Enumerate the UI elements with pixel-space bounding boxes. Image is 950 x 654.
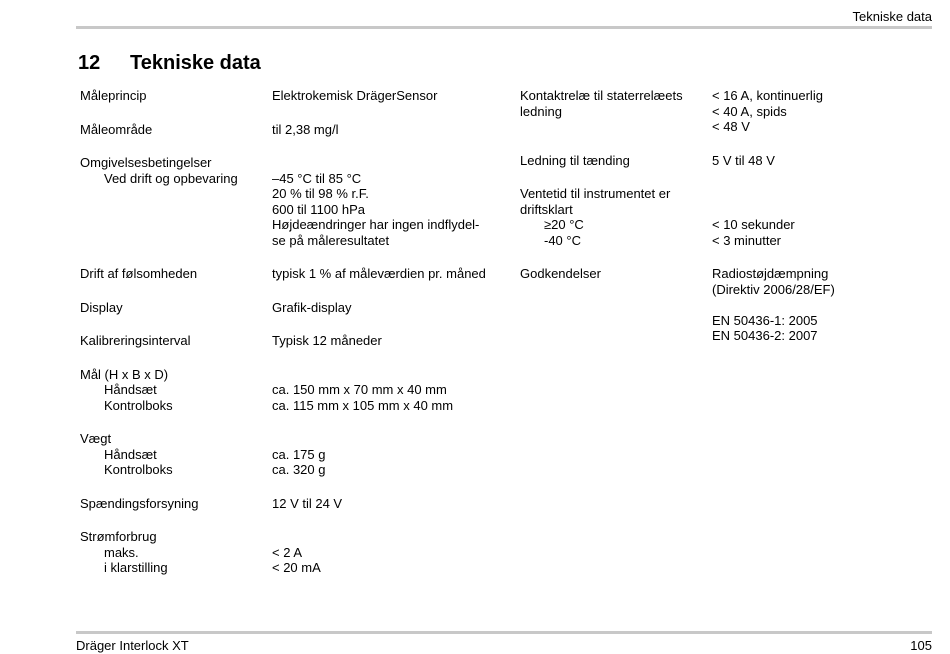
spec-label (80, 122, 272, 138)
spec-value-line: typisk 1 % af måleværdien pr. måned (272, 266, 486, 281)
spec-value-line: til 2,38 mg/l (272, 121, 339, 137)
spec-row-sensitivity-drift (80, 266, 500, 282)
spec-label-line: Display (80, 299, 123, 315)
spec-value (272, 88, 500, 104)
spec-row-ambient-conditions (80, 155, 500, 248)
spec-label (80, 88, 272, 104)
spec-label (520, 186, 712, 248)
spec-value-line: 20 % til 98 % r.F. (272, 186, 369, 201)
spec-label-line: Kontaktrelæ til staterrelæets (520, 88, 683, 103)
spec-label (80, 431, 272, 478)
spec-label-line: Drift af følsomheden (80, 266, 198, 281)
spec-label (80, 333, 272, 349)
spec-value-line: < 48 V (712, 119, 750, 134)
spec-row-approvals (520, 266, 932, 344)
header-rule (76, 26, 932, 29)
spec-value (272, 300, 500, 316)
spec-value-line: Højdeændringer har ingen indflydel- (272, 217, 480, 232)
spec-sublabel-line: maks. (104, 544, 139, 560)
spec-label-line: Mål (H x B x D) (80, 366, 169, 382)
page-number: 105 (910, 638, 932, 653)
spec-label (80, 155, 272, 248)
spec-value-line: 12 V til 24 V (272, 495, 343, 511)
spec-label-line: Ventetid til instrumentet er (520, 186, 671, 201)
running-header: Tekniske data (852, 9, 932, 24)
spec-value (712, 266, 932, 344)
spec-value (272, 529, 500, 576)
spec-sublabel-line: i klarstilling (104, 560, 168, 575)
spec-row-calibration-interval (80, 333, 500, 349)
chapter-number: 12 (78, 52, 101, 74)
spec-row-measuring-range (80, 122, 500, 138)
spec-sublabel-line: Håndsæt (104, 382, 157, 397)
spec-sublabel-line: Kontrolboks (104, 397, 173, 413)
chapter-heading (78, 51, 261, 75)
spec-value (712, 153, 932, 169)
spec-value-line: < 10 sekunder (712, 217, 795, 232)
spec-value-line: 600 til 1100 hPa (272, 201, 365, 217)
spec-value-line: se på måleresultatet (272, 232, 390, 248)
spec-label-line: Måleprincip (80, 88, 147, 103)
spec-label-line: Vægt (80, 431, 112, 446)
spec-value-line: (Direktiv 2006/28/EF) (712, 281, 835, 297)
spec-value-line: EN 50436-2: 2007 (712, 328, 818, 343)
spec-value (272, 431, 500, 478)
spec-row-display (80, 300, 500, 316)
spec-value (272, 266, 500, 282)
spec-value-line: 5 V til 48 V (712, 152, 775, 168)
spec-value-line: < 16 A, kontinuerlig (712, 88, 823, 103)
spec-sublabel-line: ≥20 °C (544, 217, 584, 232)
spec-label (80, 529, 272, 576)
spec-label (80, 367, 272, 414)
spec-row-starter-relay-contact (520, 88, 932, 135)
spec-label (80, 266, 272, 282)
spec-value-line: ca. 115 mm x 105 mm x 40 mm (272, 397, 454, 413)
spec-value-line: < 2 A (272, 544, 302, 560)
spec-label-line: Kalibreringsinterval (80, 333, 191, 348)
spec-row-weight (80, 431, 500, 478)
chapter-title: Tekniske data (130, 52, 261, 74)
spec-row-ignition-line (520, 153, 932, 169)
spec-label-line: Omgivelsesbetingelser (80, 155, 212, 170)
spec-label (80, 300, 272, 316)
spec-label-line: ledning (520, 103, 562, 119)
spec-value-line (712, 186, 932, 202)
spec-value-line: ca. 150 mm x 70 mm x 40 mm (272, 382, 447, 397)
spec-value-line (272, 431, 500, 447)
spec-value-line: ca. 320 g (272, 462, 326, 477)
spec-sublabel-line: Kontrolboks (104, 462, 173, 477)
spec-value-line: –45 °C til 85 °C (272, 170, 362, 186)
spec-label (520, 153, 712, 169)
spec-value-line: Typisk 12 måneder (272, 333, 382, 348)
spec-row-dimensions (80, 367, 500, 414)
spec-value (712, 186, 932, 248)
spec-label-line: Spændingsforsyning (80, 495, 199, 511)
spec-value-line: < 40 A, spids (712, 103, 787, 119)
spec-label (520, 266, 712, 344)
spec-value-line: Radiostøjdæmpning (712, 266, 829, 281)
spec-value-line: < 20 mA (272, 560, 321, 575)
footer-product-name: Dräger Interlock XT (76, 638, 189, 653)
spec-row-measuring-principle (80, 88, 500, 104)
spec-value-line: EN 50436-1: 2005 (712, 312, 818, 328)
spec-value-line (272, 529, 500, 545)
spec-label (80, 496, 272, 512)
spec-value (272, 496, 500, 512)
spec-column-right (520, 88, 932, 362)
spec-value (712, 88, 932, 135)
spec-label (520, 88, 712, 135)
spec-value-line: < 3 minutter (712, 232, 782, 248)
footer-rule (76, 631, 932, 634)
spec-value (272, 333, 500, 349)
spec-column-left (80, 88, 500, 594)
spec-value-line: Elektrokemisk DrägerSensor (272, 88, 438, 103)
spec-value (272, 122, 500, 138)
spec-value (272, 155, 500, 248)
spec-label-line: Måleområde (80, 121, 153, 137)
spec-row-power-consumption (80, 529, 500, 576)
spec-value-line (272, 367, 500, 383)
spec-value (272, 367, 500, 414)
spec-label-line: Godkendelser (520, 266, 601, 281)
spec-value-line (712, 297, 932, 313)
spec-sublabel-line: Håndsæt (104, 446, 157, 462)
spec-value-line (712, 202, 932, 218)
spec-row-power-supply (80, 496, 500, 512)
spec-value-line: ca. 175 g (272, 446, 326, 462)
spec-value-line: Grafik-display (272, 299, 352, 315)
spec-value-line (272, 155, 500, 171)
spec-label-line: Strømforbrug (80, 529, 157, 544)
spec-row-warmup-time (520, 186, 932, 248)
spec-sublabel-line: Ved drift og opbevaring (104, 170, 238, 186)
spec-label-line: driftsklart (520, 201, 573, 217)
spec-sublabel-line: -40 °C (544, 232, 581, 248)
spec-label-line: Ledning til tænding (520, 152, 630, 168)
